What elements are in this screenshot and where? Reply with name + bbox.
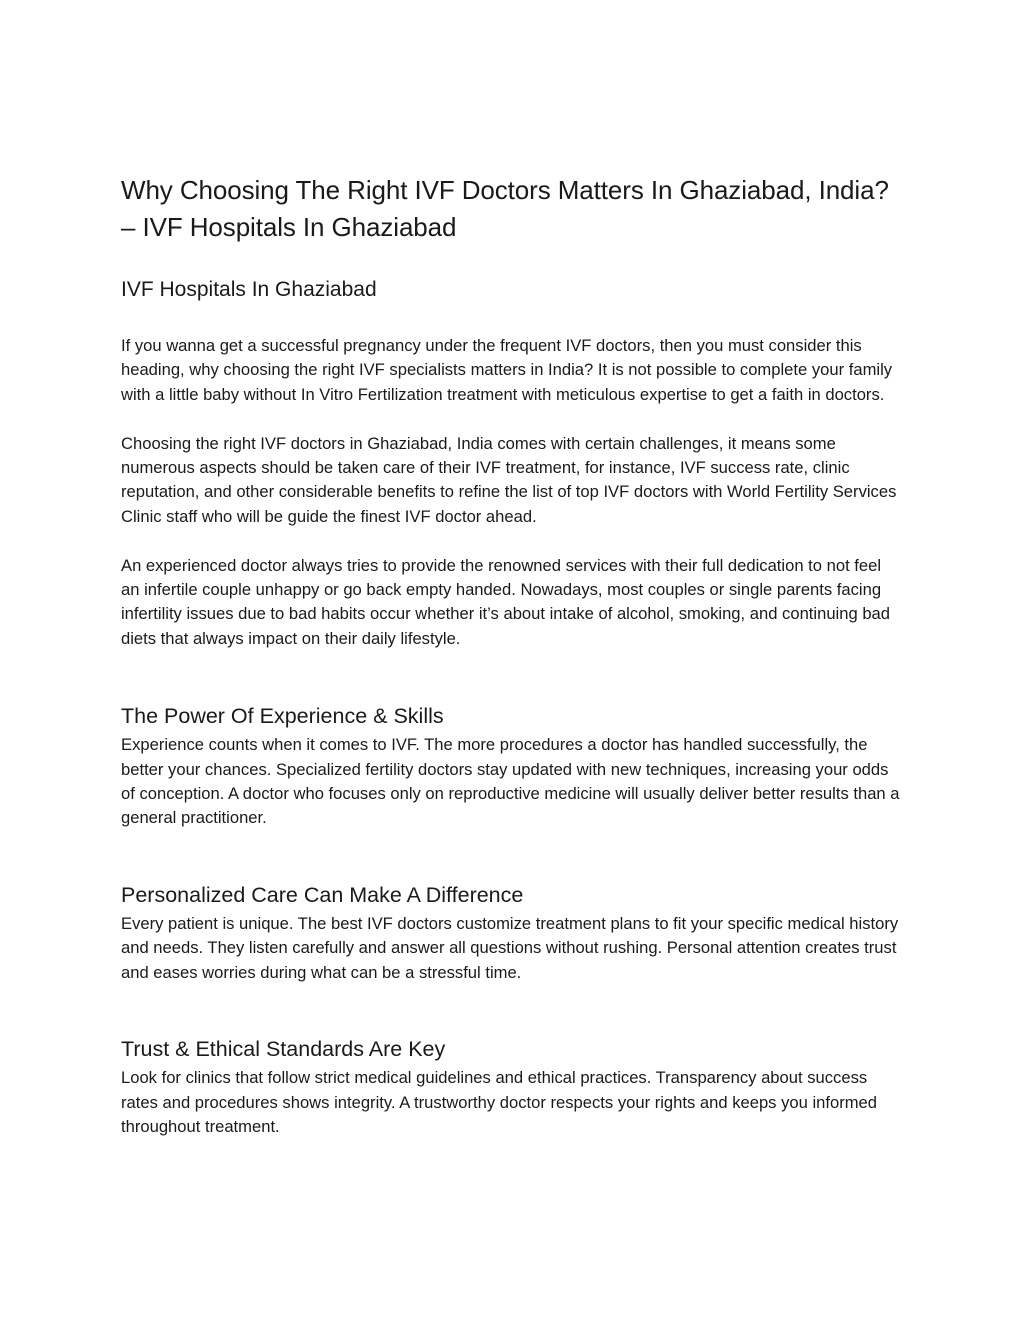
section-heading: The Power Of Experience & Skills bbox=[121, 704, 444, 729]
document-title: Why Choosing The Right IVF Doctors Matters In Ghaziabad, India? – IVF Hospitals In Ghaziabad bbox=[121, 175, 889, 242]
section-personalized-care bbox=[121, 880, 903, 985]
document-subtitle: IVF Hospitals In Ghaziabad bbox=[121, 278, 377, 301]
section-trust-ethics bbox=[121, 1034, 903, 1139]
section-body: Every patient is unique. The best IVF doctors customize treatment plans to fit your specific medical history and needs. They listen carefully and answer all questions without rushing. Personal attention creates trust and eases worries during what can be a stressful time. bbox=[121, 913, 899, 982]
document-page bbox=[121, 172, 903, 1139]
section-heading: Trust & Ethical Standards Are Key bbox=[121, 1037, 446, 1062]
section-experience bbox=[121, 701, 903, 831]
intro-paragraph: Choosing the right IVF doctors in Ghaziabad, India comes with certain challenges, it means some numerous aspects should be taken care of their IVF treatment, for instance, IVF success rate, clinic reputation, and other considerable benefits to refine the list of top IVF doctors with World Fertility Services Clinic staff who will be guide the finest IVF doctor ahead. bbox=[121, 433, 897, 526]
section-body: Experience counts when it comes to IVF. The more procedures a doctor has handled successfully, the better your chances. Specialized fertility doctors stay updated with new techniques, increasing your odds of conception. A doctor who focuses only on reproductive medicine will usually deliver better results than a general practitioner. bbox=[121, 735, 900, 828]
intro-section bbox=[121, 334, 903, 651]
intro-paragraph: If you wanna get a successful pregnancy under the frequent IVF doctors, then you must consider this heading, why choosing the right IVF specialists matters in India? It is not possible to complete your family with a little baby without In Vitro Fertilization treatment with meticulous expertise to get a faith in doctors. bbox=[121, 336, 893, 404]
section-heading: Personalized Care Can Make A Difference bbox=[121, 882, 524, 907]
intro-paragraph: An experienced doctor always tries to provide the renowned services with their full dedication to not feel an infertile couple unhappy or go back empty handed. Nowadays, most couples or single parents facing infertility issues due to bad habits occur whether it’s about intake of alcohol, smoking, and continuing bad diets that always impact on their daily lifestyle. bbox=[121, 555, 891, 648]
section-body: Look for clinics that follow strict medical guidelines and ethical practices. Transparency about success rates and procedures shows integrity. A trustworthy doctor respects your rights and keeps you informed throughout treatment. bbox=[121, 1068, 878, 1136]
